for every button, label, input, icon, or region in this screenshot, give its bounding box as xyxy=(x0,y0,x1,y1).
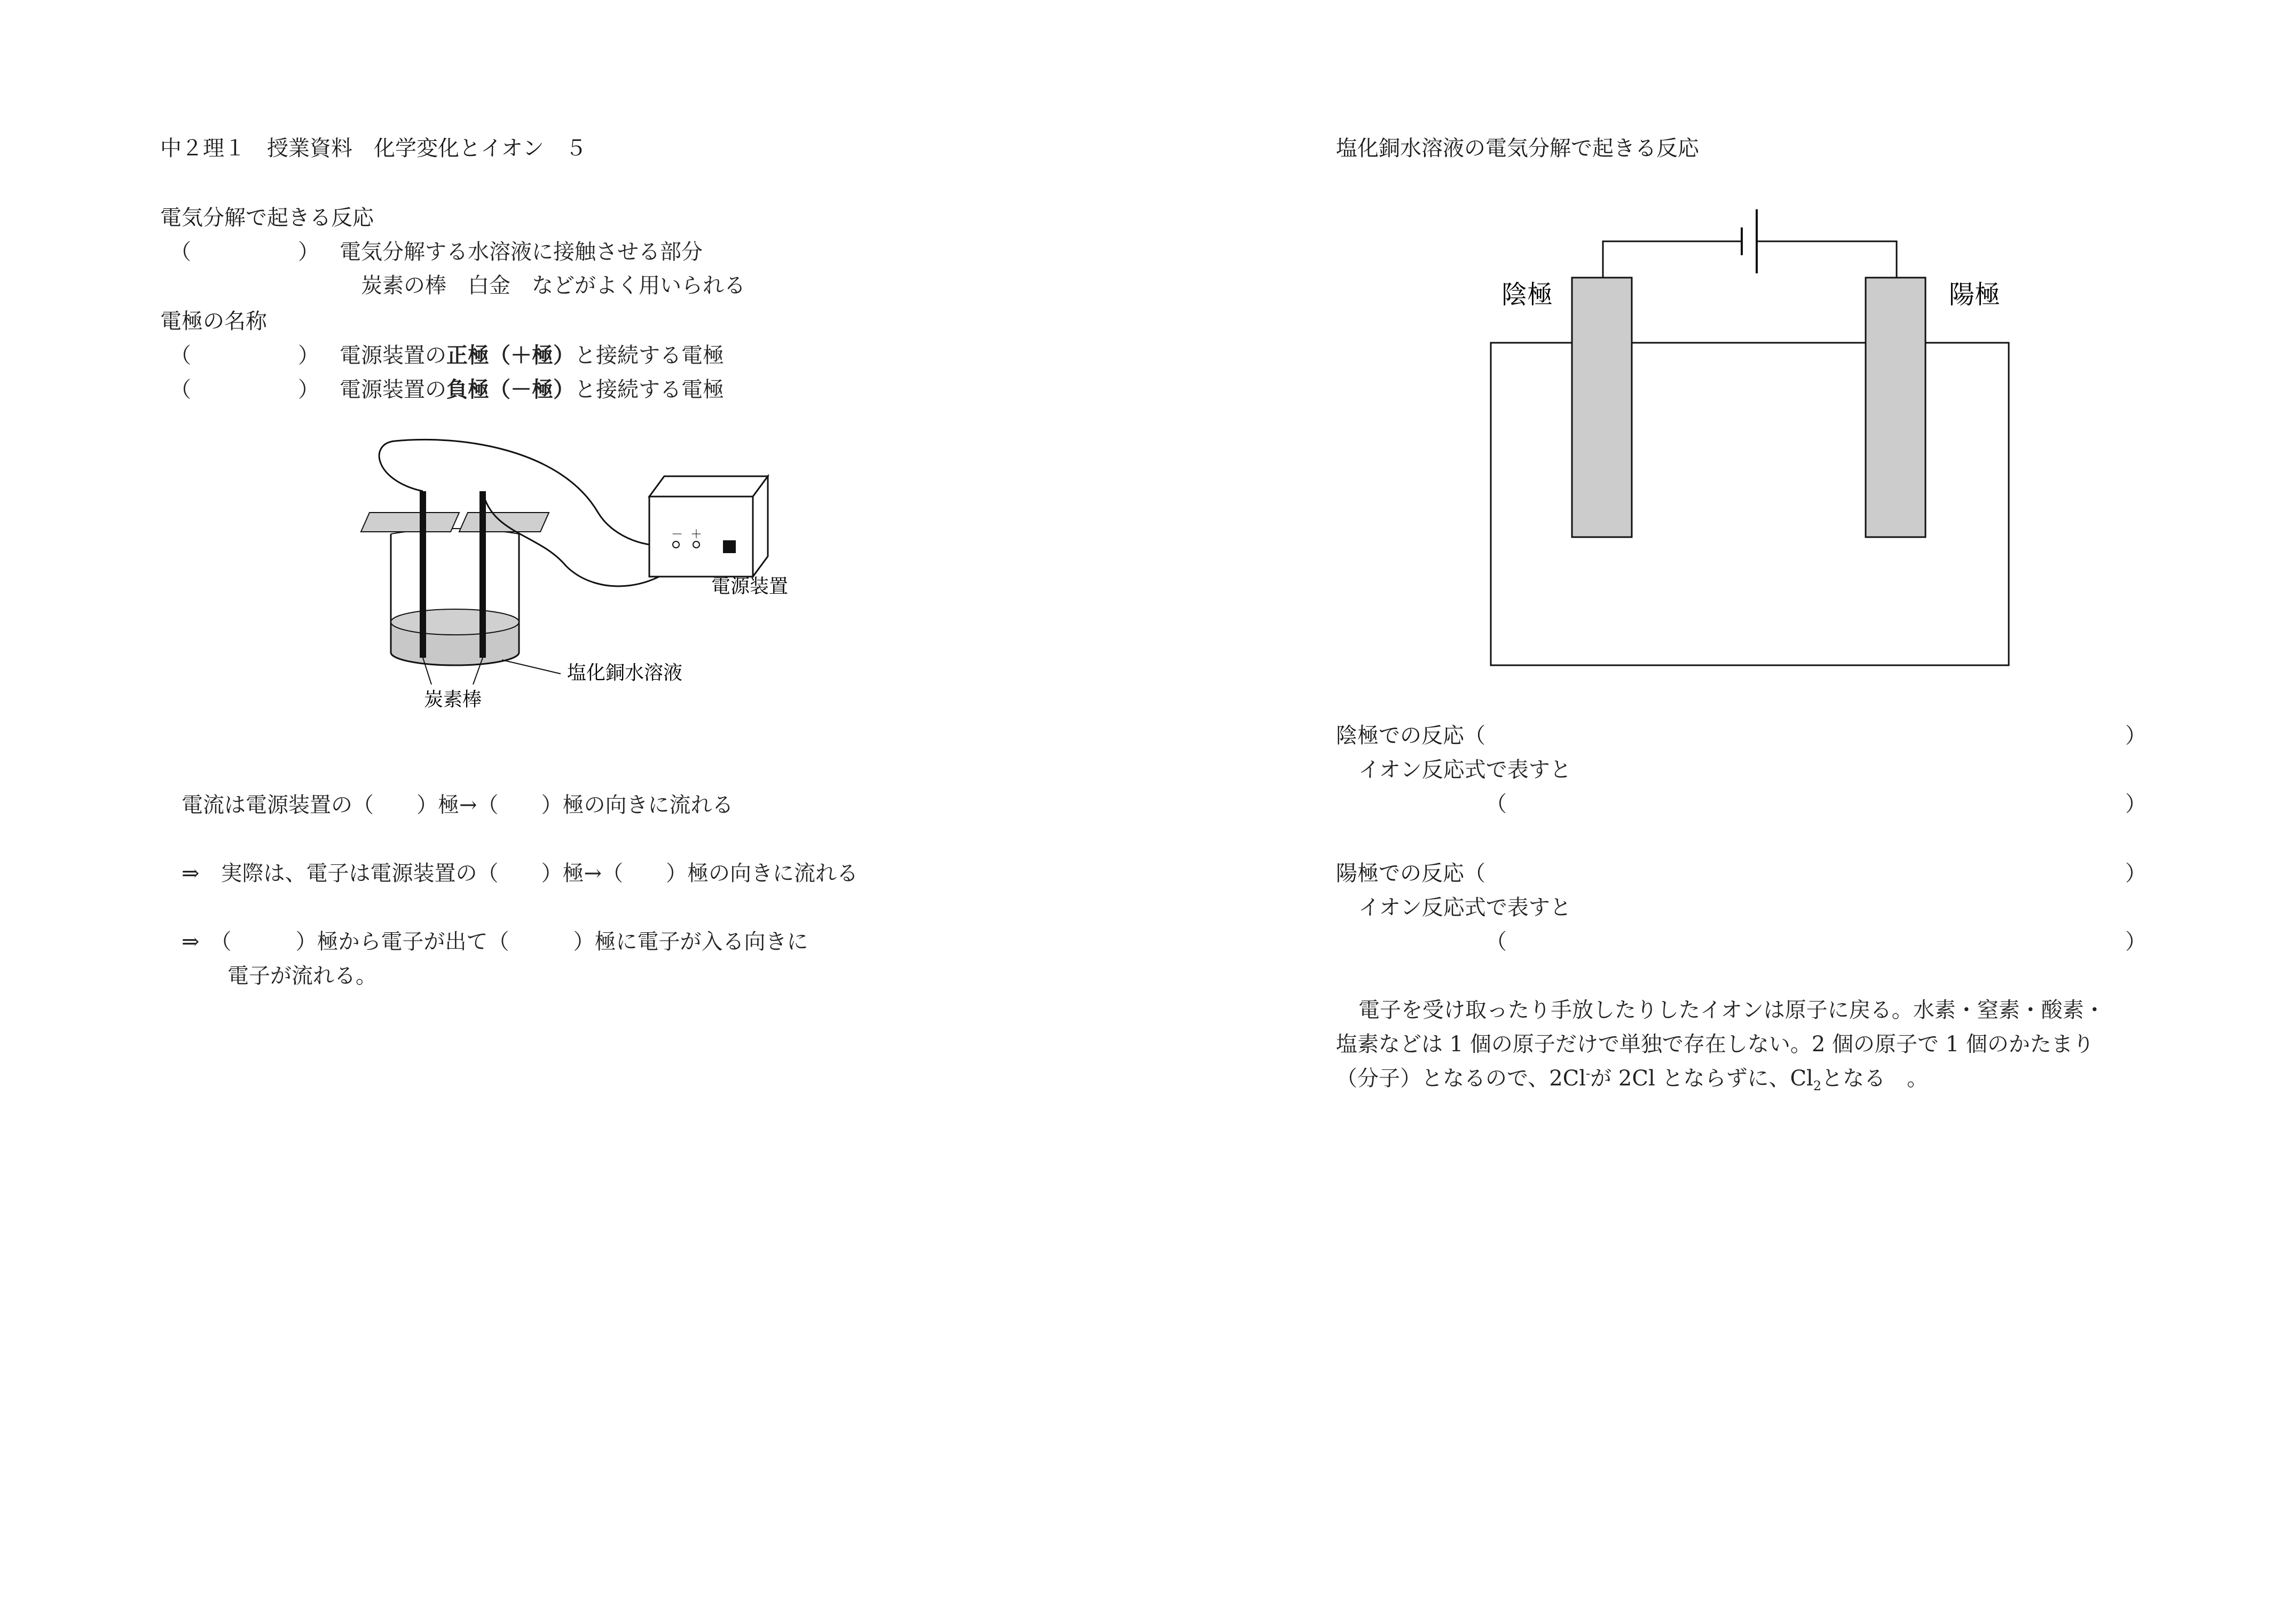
cathode-equation-open: （ xyxy=(1485,792,1507,816)
electron-direction-question: ⇒ 実際は、電子は電源装置の（ ）極→（ ）極の向きに流れる xyxy=(182,861,859,886)
solution-surface xyxy=(391,609,519,635)
electron-flow-question: ⇒ （ ）極から電子が出て（ ）極に電子が入る向きに xyxy=(182,930,808,954)
anode-ion-equation-prompt: イオン反応式で表すと xyxy=(1358,895,1571,920)
power-supply-label: 電源装置 xyxy=(711,576,789,597)
blank-anode: （ ） xyxy=(170,343,319,368)
carbon-rod-right xyxy=(479,491,486,658)
chlorine-subscript: 2 xyxy=(1813,1078,1822,1093)
circuit-wire-right xyxy=(1757,241,1897,278)
electrolysis-apparatus-diagram xyxy=(342,427,822,726)
cathode-reaction-close: ） xyxy=(2125,723,2146,748)
anode-reaction-label: 陽極での反応（ xyxy=(1336,861,1485,886)
plus-sign: ＋ xyxy=(690,528,703,541)
circuit-wire-left xyxy=(1603,241,1742,278)
carbon-rod-left xyxy=(420,491,426,658)
section-title-electrode-names: 電極の名称 xyxy=(160,309,267,334)
cathode-definition: 電源装置の負極（－極）と接続する電極 xyxy=(340,377,724,402)
anode-equation-open: （ xyxy=(1485,930,1507,954)
cathode-electrode xyxy=(1572,278,1632,537)
solution-label: 塩化銅水溶液 xyxy=(567,662,683,684)
electrolysis-container xyxy=(1491,343,2009,665)
cathode-label: 陰極 xyxy=(1501,280,1553,310)
positive-terminal xyxy=(693,541,699,548)
rod-holder-plate-right xyxy=(459,513,549,532)
anode-label: 陽極 xyxy=(1949,280,2001,310)
carbon-rod-label: 炭素棒 xyxy=(424,689,482,711)
anode-definition: 電源装置の正極（＋極）と接続する電極 xyxy=(340,343,724,368)
positive-pole-term: 正極（＋極） xyxy=(446,343,575,368)
cathode-ion-equation-prompt: イオン反応式で表すと xyxy=(1358,758,1571,782)
blank-electrode: （ ） xyxy=(170,240,319,264)
electrode-examples: 炭素の棒 白金 などがよく用いられる xyxy=(361,273,745,298)
explanation-line-1: 電子を受け取ったり手放したりしたイオンは原子に戻る。水素・窒素・酸素・ xyxy=(1358,998,2105,1022)
chloride-charge: - xyxy=(1586,1066,1591,1081)
worksheet-header: 中２理１ 授業資料 化学変化とイオン ５ xyxy=(160,136,587,161)
rod-holder-plate-left xyxy=(361,513,459,532)
anode-reaction-close: ） xyxy=(2125,861,2146,886)
minus-sign: － xyxy=(671,528,683,541)
explanation-line-2: 塩素などは 1 個の原子だけで単独で存在しない。2 個の原子で 1 個のかたまり xyxy=(1336,1032,2094,1057)
anode-equation-close: ） xyxy=(2125,930,2146,954)
electrolysis-cell-diagram xyxy=(1484,203,2018,673)
anode-electrode xyxy=(1866,278,1925,537)
negative-pole-term: 負極（－極） xyxy=(446,377,575,402)
section-title-reactions: 電気分解で起きる反応 xyxy=(160,206,374,230)
explanation-line-3: （分子）となるので、2Cl-が 2Cl とならずに、$Cl_2$となる 。 xyxy=(1336,1066,1929,1093)
right-page-title: 塩化銅水溶液の電気分解で起きる反応 xyxy=(1336,136,1699,161)
electrode-description: 電気分解する水溶液に接触させる部分 xyxy=(340,240,703,264)
cathode-reaction-label: 陰極での反応（ xyxy=(1336,723,1485,748)
electron-flow-question-cont: 電子が流れる。 xyxy=(227,964,377,988)
negative-terminal xyxy=(673,541,679,548)
power-switch xyxy=(723,540,736,553)
blank-cathode: （ ） xyxy=(170,377,319,402)
cathode-equation-close: ） xyxy=(2125,792,2146,816)
current-direction-question: 電流は電源装置の（ ）極→（ ）極の向きに流れる xyxy=(182,793,734,817)
